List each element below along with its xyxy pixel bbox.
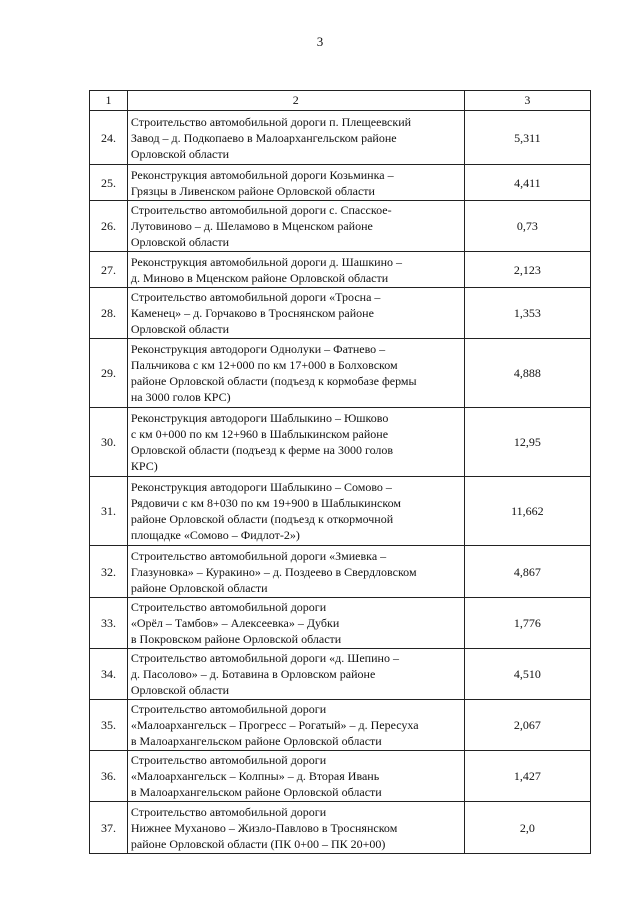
description-line: с км 0+000 по км 12+960 в Шаблыкинском районе bbox=[130, 427, 389, 441]
table-row bbox=[90, 751, 591, 802]
table-row bbox=[90, 802, 591, 854]
road-description bbox=[127, 477, 464, 546]
description-line: Реконструкция автомобильной дороги д. Шашкино – bbox=[130, 254, 402, 269]
row-number: 32. bbox=[90, 546, 128, 598]
description-line: Строительство автомобильной дороги «Змиевка – bbox=[130, 548, 387, 563]
description-line: «Малоархангельск – Прогресс – Рогатый» – д. Пересуха bbox=[130, 718, 419, 732]
road-description bbox=[127, 165, 464, 201]
row-number: 33. bbox=[90, 598, 128, 649]
row-number: 26. bbox=[90, 201, 128, 252]
row-number: 27. bbox=[90, 252, 128, 288]
row-number: 35. bbox=[90, 700, 128, 751]
table-row bbox=[90, 252, 591, 288]
road-length-value: 11,662 bbox=[464, 477, 590, 546]
road-length-value: 5,311 bbox=[464, 111, 590, 165]
row-number: 36. bbox=[90, 751, 128, 802]
header-col-2: 2 bbox=[127, 91, 464, 111]
description-line: площадке «Сомово – Фидлот-2») bbox=[130, 528, 300, 542]
table-row bbox=[90, 288, 591, 339]
description-line: в Малоархангельском районе Орловской области bbox=[130, 785, 382, 799]
row-number: 24. bbox=[90, 111, 128, 165]
table-row bbox=[90, 201, 591, 252]
table-row bbox=[90, 408, 591, 477]
row-number: 37. bbox=[90, 802, 128, 854]
description-line: районе Орловской области bbox=[130, 580, 268, 595]
road-length-value: 4,411 bbox=[464, 165, 590, 201]
description-line: Строительство автомобильной дороги bbox=[130, 702, 327, 716]
road-length-value: 12,95 bbox=[464, 408, 590, 477]
row-number: 25. bbox=[90, 165, 128, 201]
table-row bbox=[90, 598, 591, 649]
description-line: Реконструкция автодороги Шаблыкино – Сомово – bbox=[130, 480, 392, 494]
road-description bbox=[127, 408, 464, 477]
description-line: районе Орловской области (подъезд к кормобазе фермы bbox=[130, 374, 417, 388]
table-row bbox=[90, 649, 591, 700]
table-row bbox=[90, 339, 591, 408]
road-length-value: 0,73 bbox=[464, 201, 590, 252]
description-line: районе Орловской области (ПК 0+00 – ПК 20+00) bbox=[130, 836, 386, 851]
road-description bbox=[127, 751, 464, 802]
description-line: д. Пасолово» – д. Ботавина в Орловском районе bbox=[130, 667, 376, 681]
description-line: Орловской области (подъезд к ферме на 3000 голов bbox=[130, 443, 394, 457]
table-row bbox=[90, 546, 591, 598]
description-line: Строительство автомобильной дороги п. Плещеевский bbox=[130, 114, 412, 129]
description-line: Строительство автомобильной дороги «д. Шепино – bbox=[130, 651, 399, 665]
description-line: Строительство автомобильной дороги с. Спасское- bbox=[130, 203, 392, 217]
table-row bbox=[90, 111, 591, 165]
road-length-value: 2,067 bbox=[464, 700, 590, 751]
description-line: Нижнее Муханово – Жизло-Павлово в Троснянском bbox=[130, 820, 398, 835]
description-line: Орловской области bbox=[130, 322, 230, 336]
roads-table bbox=[89, 90, 591, 854]
road-description bbox=[127, 700, 464, 751]
description-line: Рядовичи с км 8+030 по км 19+900 в Шаблыкинском bbox=[130, 496, 401, 510]
road-length-value: 4,888 bbox=[464, 339, 590, 408]
description-line: Реконструкция автодороги Шаблыкино – Юшково bbox=[130, 411, 389, 425]
description-line: на 3000 голов КРС) bbox=[130, 390, 231, 404]
description-line: Завод – д. Подкопаево в Малоархангельском районе bbox=[130, 130, 397, 145]
road-description bbox=[127, 598, 464, 649]
table-header-row bbox=[90, 91, 591, 111]
table-row bbox=[90, 165, 591, 201]
header-col-3: 3 bbox=[464, 91, 590, 111]
description-line: в Малоархангельском районе Орловской области bbox=[130, 734, 382, 748]
description-line: Глазуновка» – Куракино» – д. Поздеево в Свердловском bbox=[130, 564, 417, 579]
road-description bbox=[127, 111, 464, 165]
row-number: 30. bbox=[90, 408, 128, 477]
description-line: КРС) bbox=[130, 459, 158, 473]
description-line: д. Миново в Мценском районе Орловской области bbox=[130, 270, 389, 285]
description-line: в Покровском районе Орловской области bbox=[130, 632, 342, 646]
road-description bbox=[127, 649, 464, 700]
road-length-value: 2,123 bbox=[464, 252, 590, 288]
table-row bbox=[90, 477, 591, 546]
description-line: Каменец» – д. Горчаково в Троснянском районе bbox=[130, 306, 374, 320]
description-line: Пальчикова с км 12+000 по км 17+000 в Болховском bbox=[130, 358, 398, 372]
description-line: Орловской области bbox=[130, 235, 230, 249]
description-line: Реконструкция автодороги Однолуки – Фатнево – bbox=[130, 342, 386, 356]
road-length-value: 2,0 bbox=[464, 802, 590, 854]
description-line: Реконструкция автомобильной дороги Козьминка – bbox=[130, 167, 394, 182]
description-line: Орловской области bbox=[130, 146, 230, 161]
row-number: 29. bbox=[90, 339, 128, 408]
road-description bbox=[127, 252, 464, 288]
road-length-value: 4,510 bbox=[464, 649, 590, 700]
road-length-value: 1,776 bbox=[464, 598, 590, 649]
description-line: Орловской области bbox=[130, 683, 230, 697]
road-description bbox=[127, 339, 464, 408]
description-line: «Малоархангельск – Колпны» – д. Вторая Ивань bbox=[130, 769, 380, 783]
road-length-value: 1,353 bbox=[464, 288, 590, 339]
road-length-value: 1,427 bbox=[464, 751, 590, 802]
road-description bbox=[127, 802, 464, 854]
description-line: Грязцы в Ливенском районе Орловской области bbox=[130, 183, 375, 198]
road-description bbox=[127, 288, 464, 339]
header-col-1: 1 bbox=[90, 91, 128, 111]
road-description bbox=[127, 201, 464, 252]
road-length-value: 4,867 bbox=[464, 546, 590, 598]
table-row bbox=[90, 700, 591, 751]
description-line: «Орёл – Тамбов» – Алексеевка» – Дубки bbox=[130, 616, 340, 630]
description-line: Строительство автомобильной дороги bbox=[130, 753, 327, 767]
description-line: Строительство автомобильной дороги bbox=[130, 600, 327, 614]
description-line: Строительство автомобильной дороги «Тросна – bbox=[130, 290, 381, 304]
description-line: Строительство автомобильной дороги bbox=[130, 804, 327, 819]
row-number: 34. bbox=[90, 649, 128, 700]
description-line: Лутовиново – д. Шеламово в Мценском районе bbox=[130, 219, 373, 233]
description-line: районе Орловской области (подъезд к откормочной bbox=[130, 512, 394, 526]
row-number: 28. bbox=[90, 288, 128, 339]
row-number: 31. bbox=[90, 477, 128, 546]
page-number: 3 bbox=[316, 34, 324, 49]
road-description bbox=[127, 546, 464, 598]
